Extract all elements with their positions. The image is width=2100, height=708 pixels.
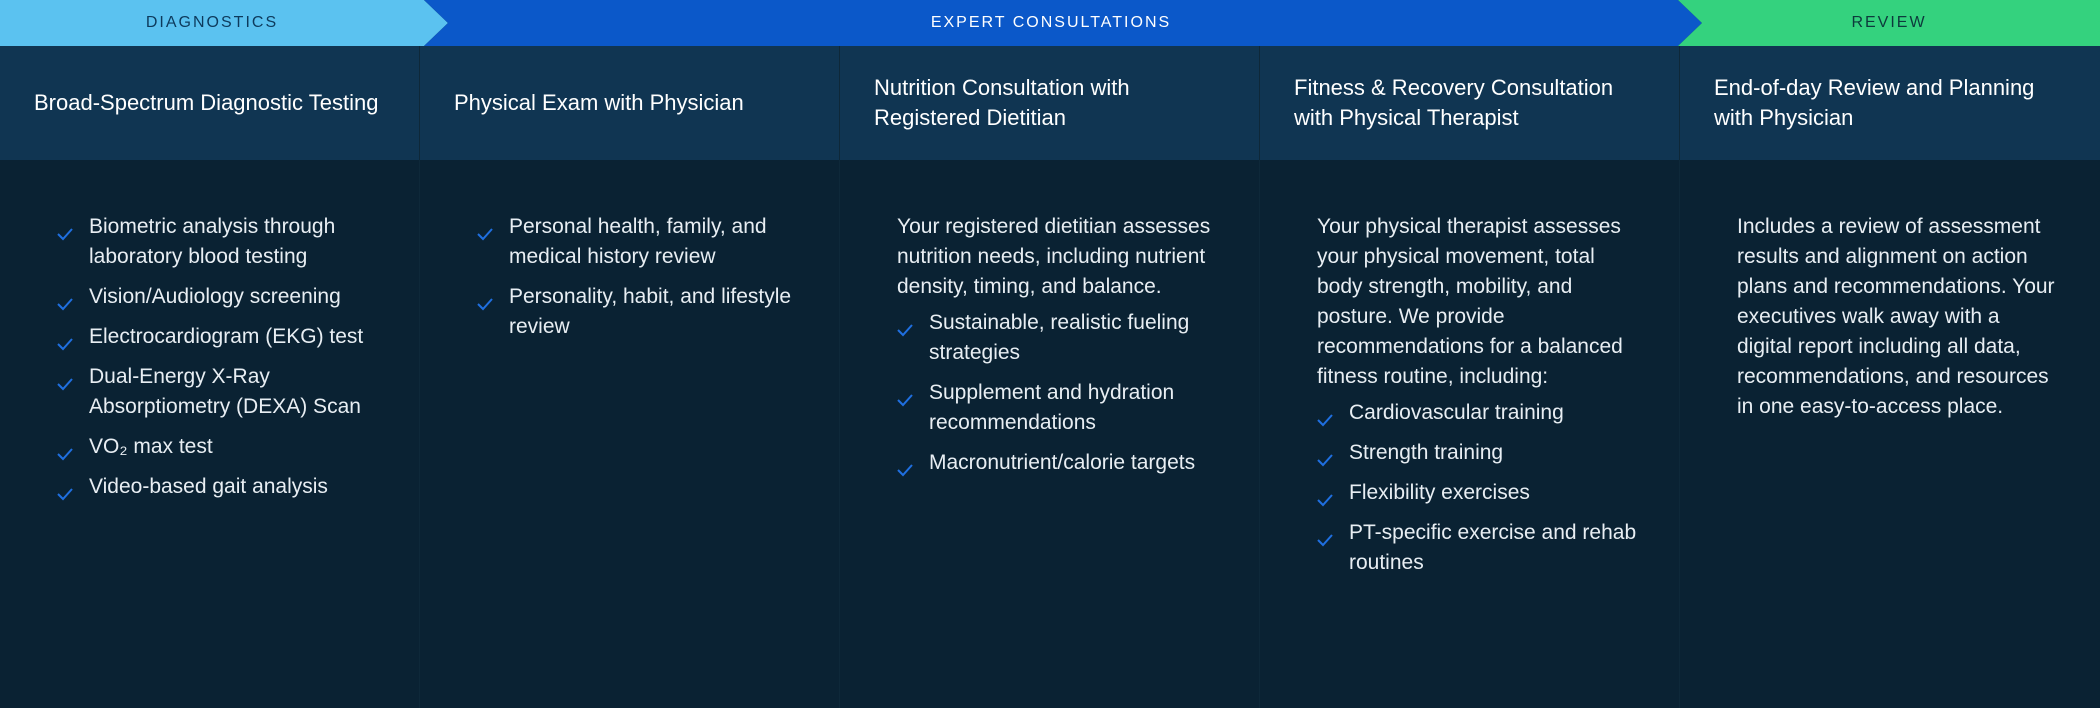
list-item (897, 378, 1219, 438)
list-item (57, 432, 375, 462)
list-item-text: Personal health, family, and medical history review (509, 215, 767, 268)
column-title: Nutrition Consultation with Registered Dietitian (874, 75, 1130, 130)
column-title: Fitness & Recovery Consultation with Physical Therapist (1294, 75, 1614, 130)
checkmark-icon (897, 316, 913, 330)
checklist (1317, 398, 1639, 578)
list-item (1317, 438, 1639, 468)
column-body (1680, 160, 2100, 422)
column-fitness-consultation (1260, 46, 1680, 708)
list-item-text: Macronutrient/calorie targets (929, 451, 1196, 474)
phase-expert-label: EXPERT CONSULTATIONS (930, 14, 1172, 31)
column-intro: Your physical therapist assesses your physical movement, total body strength, mobility, and posture. We provide recommendations for a balanced fitness routine, including: (1317, 215, 1623, 388)
column-header (840, 46, 1259, 160)
checkmark-icon (57, 370, 73, 384)
list-item-text: Sustainable, realistic fueling strategies (929, 311, 1190, 364)
checkmark-icon (57, 220, 73, 234)
column-nutrition-consultation (840, 46, 1260, 708)
list-item-text: Biometric analysis through laboratory blood testing (89, 215, 336, 268)
list-item-text: Dual-Energy X-Ray Absorptiometry (DEXA) Scan (89, 365, 361, 418)
phase-review-label: REVIEW (1851, 14, 1927, 31)
checklist (897, 308, 1219, 478)
list-item-text: VO₂ max test (89, 435, 213, 458)
column-physical-exam (420, 46, 840, 708)
checkmark-icon (1317, 526, 1333, 540)
list-item-text: Cardiovascular training (1349, 401, 1564, 424)
checklist (57, 212, 375, 502)
column-title: Broad-Spectrum Diagnostic Testing (34, 90, 379, 115)
list-item-text: PT-specific exercise and rehab routines (1349, 521, 1637, 574)
checkmark-icon (897, 386, 913, 400)
list-item-text: Flexibility exercises (1349, 481, 1530, 504)
column-body (840, 160, 1259, 478)
column-title: Physical Exam with Physician (454, 90, 744, 115)
list-item-text: Supplement and hydration recommendations (929, 381, 1175, 434)
columns (0, 46, 2100, 708)
list-item (57, 282, 375, 312)
column-diagnostic-testing (0, 46, 420, 708)
column-body (420, 160, 839, 342)
list-item (477, 282, 799, 342)
checklist (477, 212, 799, 342)
column-end-of-day-review (1680, 46, 2100, 708)
list-item (897, 308, 1219, 368)
checkmark-icon (57, 290, 73, 304)
list-item (1317, 478, 1639, 508)
checkmark-icon (57, 330, 73, 344)
list-item-text: Video-based gait analysis (89, 475, 328, 498)
column-intro: Includes a review of assessment results and alignment on action plans and recommendations. Your executives walk away with a digital report including all data, recommendations, and resources in one easy-to-access place. (1737, 215, 2055, 418)
phase-banner (0, 0, 2100, 46)
column-intro: Your registered dietitian assesses nutrition needs, including nutrient density, timing, and balance. (897, 215, 1211, 298)
list-item (1317, 518, 1639, 578)
list-item-text: Strength training (1349, 441, 1504, 464)
list-item-text: Personality, habit, and lifestyle review (509, 285, 792, 338)
column-header (1260, 46, 1679, 160)
column-title: End-of-day Review and Planning with Physician (1714, 75, 2035, 130)
checkmark-icon (1317, 406, 1333, 420)
list-item (57, 472, 375, 502)
checkmark-icon (1317, 446, 1333, 460)
column-header (420, 46, 839, 160)
list-item-text: Vision/Audiology screening (89, 285, 341, 308)
list-item (57, 362, 375, 422)
column-header (1680, 46, 2100, 160)
checkmark-icon (477, 290, 493, 304)
checkmark-icon (57, 440, 73, 454)
list-item (57, 212, 375, 272)
list-item (57, 322, 375, 352)
column-header (0, 46, 419, 160)
column-body (1260, 160, 1679, 578)
list-item (1317, 398, 1639, 428)
phase-diagnostics-label: DIAGNOSTICS (145, 14, 279, 31)
list-item (897, 448, 1219, 478)
list-item (477, 212, 799, 272)
checkmark-icon (57, 480, 73, 494)
column-body (0, 160, 419, 502)
checkmark-icon (477, 220, 493, 234)
list-item-text: Electrocardiogram (EKG) test (89, 325, 364, 348)
checkmark-icon (897, 456, 913, 470)
checkmark-icon (1317, 486, 1333, 500)
